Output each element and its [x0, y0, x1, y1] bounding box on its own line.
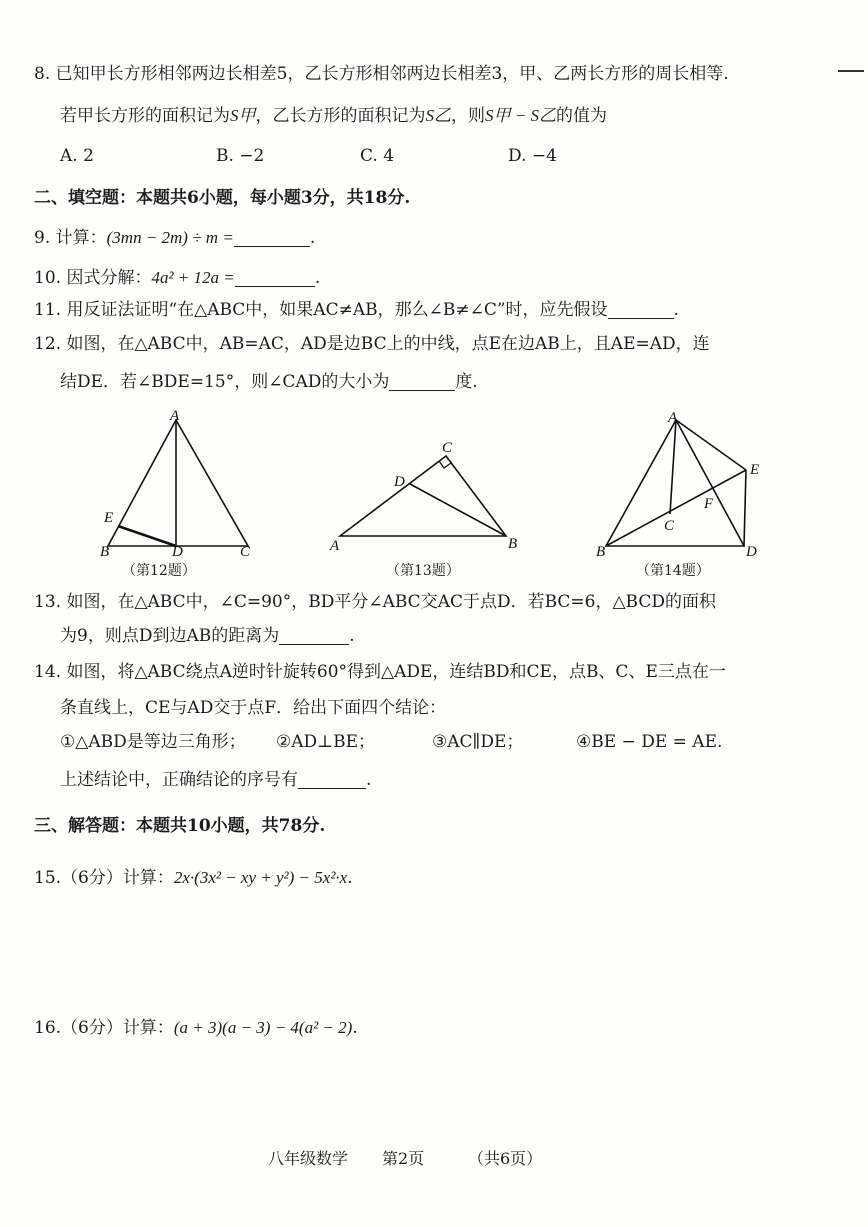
- q13-line1: 13. 如图，在△ABC中，∠C=90°，BD平分∠ABC交AC于点D．若BC=6，△BCD的面积: [34, 592, 716, 612]
- fig13-bisector-bd: [410, 484, 506, 536]
- fig12-label-e: E: [104, 510, 114, 526]
- q11-text: 11. 用反证法证明“在△ABC中，如果AC≠AB，那么∠B≠∠C”时，应先假设: [34, 300, 608, 320]
- q10-expr: 4a² + 12a =: [151, 268, 235, 287]
- q10-answer-blank[interactable]: [235, 268, 315, 287]
- q14-conclusion-3: ③AC∥DE；: [432, 732, 524, 752]
- q10-line: [34, 266, 320, 290]
- q16-line: [34, 1016, 358, 1040]
- footer-page: 第2页: [382, 1149, 425, 1168]
- q8-line1: 8. 已知甲长方形相邻两边长相差5，乙长方形相邻两边长相差3，甲、乙两长方形的周长相等.: [34, 64, 729, 84]
- q8-expr: S甲 − S乙: [485, 106, 556, 125]
- section2-heading: 二、填空题：本题共6小题，每小题3分，共18分.: [34, 188, 411, 208]
- figure-14: [592, 410, 782, 560]
- fig13-label-b: B: [508, 536, 518, 552]
- fig13-label-d: D: [394, 474, 405, 490]
- fig14-caption: （第14题）: [636, 563, 710, 579]
- fig14-label-d: D: [746, 544, 757, 560]
- q14-line1: 14. 如图，将△ABC绕点A逆时针旋转60°得到△ADE，连结BD和CE，点B、C、E三点在一: [34, 662, 726, 682]
- q8-option-b: B. −2: [216, 146, 265, 166]
- fig14-label-b: B: [596, 544, 606, 560]
- fig12-segment-de: [118, 526, 176, 546]
- fig13-triangle-abc: [340, 456, 506, 536]
- q16-period: .: [352, 1018, 358, 1038]
- q16-expr: (a + 3)(a − 3) − 4(a² − 2): [173, 1018, 353, 1037]
- q8-option-a: A. 2: [60, 146, 94, 166]
- q9-answer-blank[interactable]: [234, 228, 310, 247]
- q8-text-d: 的值为: [555, 106, 607, 126]
- q14-conclusion-2: ②AD⊥BE；: [276, 732, 376, 752]
- q14-answer-blank[interactable]: [298, 770, 366, 789]
- q11-period: .: [673, 300, 679, 320]
- figure-12: [96, 410, 266, 560]
- fig12-label-b: B: [100, 544, 110, 560]
- q9-expr: (3mn − 2m) ÷ m =: [106, 228, 234, 247]
- figure-13: [326, 434, 526, 556]
- q9-line: [34, 226, 315, 250]
- q13-period: .: [349, 626, 355, 646]
- q8-text-b: ，乙长方形的面积记为: [255, 106, 426, 126]
- q12-answer-blank[interactable]: [389, 372, 455, 391]
- q8-s-jia: S甲: [230, 106, 256, 125]
- q14-line4: [60, 768, 371, 792]
- q14-line2: 条直线上，CE与AD交于点F．给出下面四个结论：: [60, 698, 447, 718]
- fig14-segment-ac: [670, 420, 676, 514]
- q15-line: [34, 866, 353, 890]
- q15-label: 15.（6分）计算：: [34, 868, 174, 888]
- fig14-label-a: A: [668, 410, 678, 426]
- margin-dash: [838, 70, 864, 72]
- q12-line1: 12. 如图，在△ABC中，AB=AC，AD是边BC上的中线，点E在边AB上，且AE=AD，连: [34, 334, 710, 354]
- q8-s-yi: S乙: [425, 106, 451, 125]
- q13-answer-blank[interactable]: [279, 626, 349, 645]
- q15-expr: 2x·(3x² − xy + y²) − 5x²·x: [173, 868, 348, 887]
- q13-line2: [60, 624, 355, 648]
- fig13-label-c: C: [442, 440, 453, 456]
- fig14-label-f: F: [704, 496, 714, 512]
- footer-total: （共6页）: [468, 1149, 543, 1168]
- q16-label: 16.（6分）计算：: [34, 1018, 174, 1038]
- fig12-label-a: A: [170, 410, 180, 424]
- fig12-triangle-abc: [108, 420, 248, 546]
- fig14-segment-ed: [744, 470, 746, 546]
- q8-text-c: ，则: [451, 106, 485, 126]
- q15-period: .: [347, 868, 353, 888]
- q13-text: 为9，则点D到边AB的距离为: [60, 626, 280, 646]
- q8-text-a: 若甲长方形的面积记为: [60, 106, 230, 126]
- q14-conclusion-4: ④BE − DE = AE.: [576, 732, 723, 752]
- q8-option-d: D. −4: [508, 146, 557, 166]
- q14-period: .: [366, 770, 372, 790]
- q12-text: 结DE．若∠BDE=15°，则∠CAD的大小为: [60, 372, 390, 392]
- section3-heading: 三、解答题：本题共10小题，共78分.: [34, 816, 326, 836]
- q14-conclusion-1: ①△ABD是等边三角形；: [60, 732, 246, 752]
- fig14-segment-ae: [676, 420, 746, 470]
- fig12-label-c: C: [240, 544, 251, 560]
- q8-option-c: C. 4: [360, 146, 395, 166]
- q12-unit: 度.: [455, 372, 478, 392]
- q8-line2: [60, 104, 607, 128]
- q10-period: .: [314, 268, 321, 288]
- fig14-label-e: E: [750, 462, 760, 478]
- q9-period: .: [309, 228, 316, 248]
- fig13-caption: （第13题）: [386, 563, 460, 579]
- fig13-right-angle-mark: [439, 461, 451, 468]
- q10-label: 10. 因式分解：: [34, 268, 152, 288]
- fig14-label-c: C: [664, 518, 675, 534]
- q11-answer-blank[interactable]: [608, 300, 674, 319]
- q12-line2: [60, 370, 478, 394]
- footer-subject: 八年级数学: [268, 1149, 349, 1168]
- fig13-label-a: A: [330, 538, 340, 554]
- q14-text: 上述结论中，正确结论的序号有: [60, 770, 298, 790]
- q11-line: [34, 298, 679, 322]
- fig12-label-d: D: [172, 544, 183, 560]
- q9-label: 9. 计算：: [34, 228, 107, 248]
- fig12-caption: （第12题）: [122, 563, 196, 579]
